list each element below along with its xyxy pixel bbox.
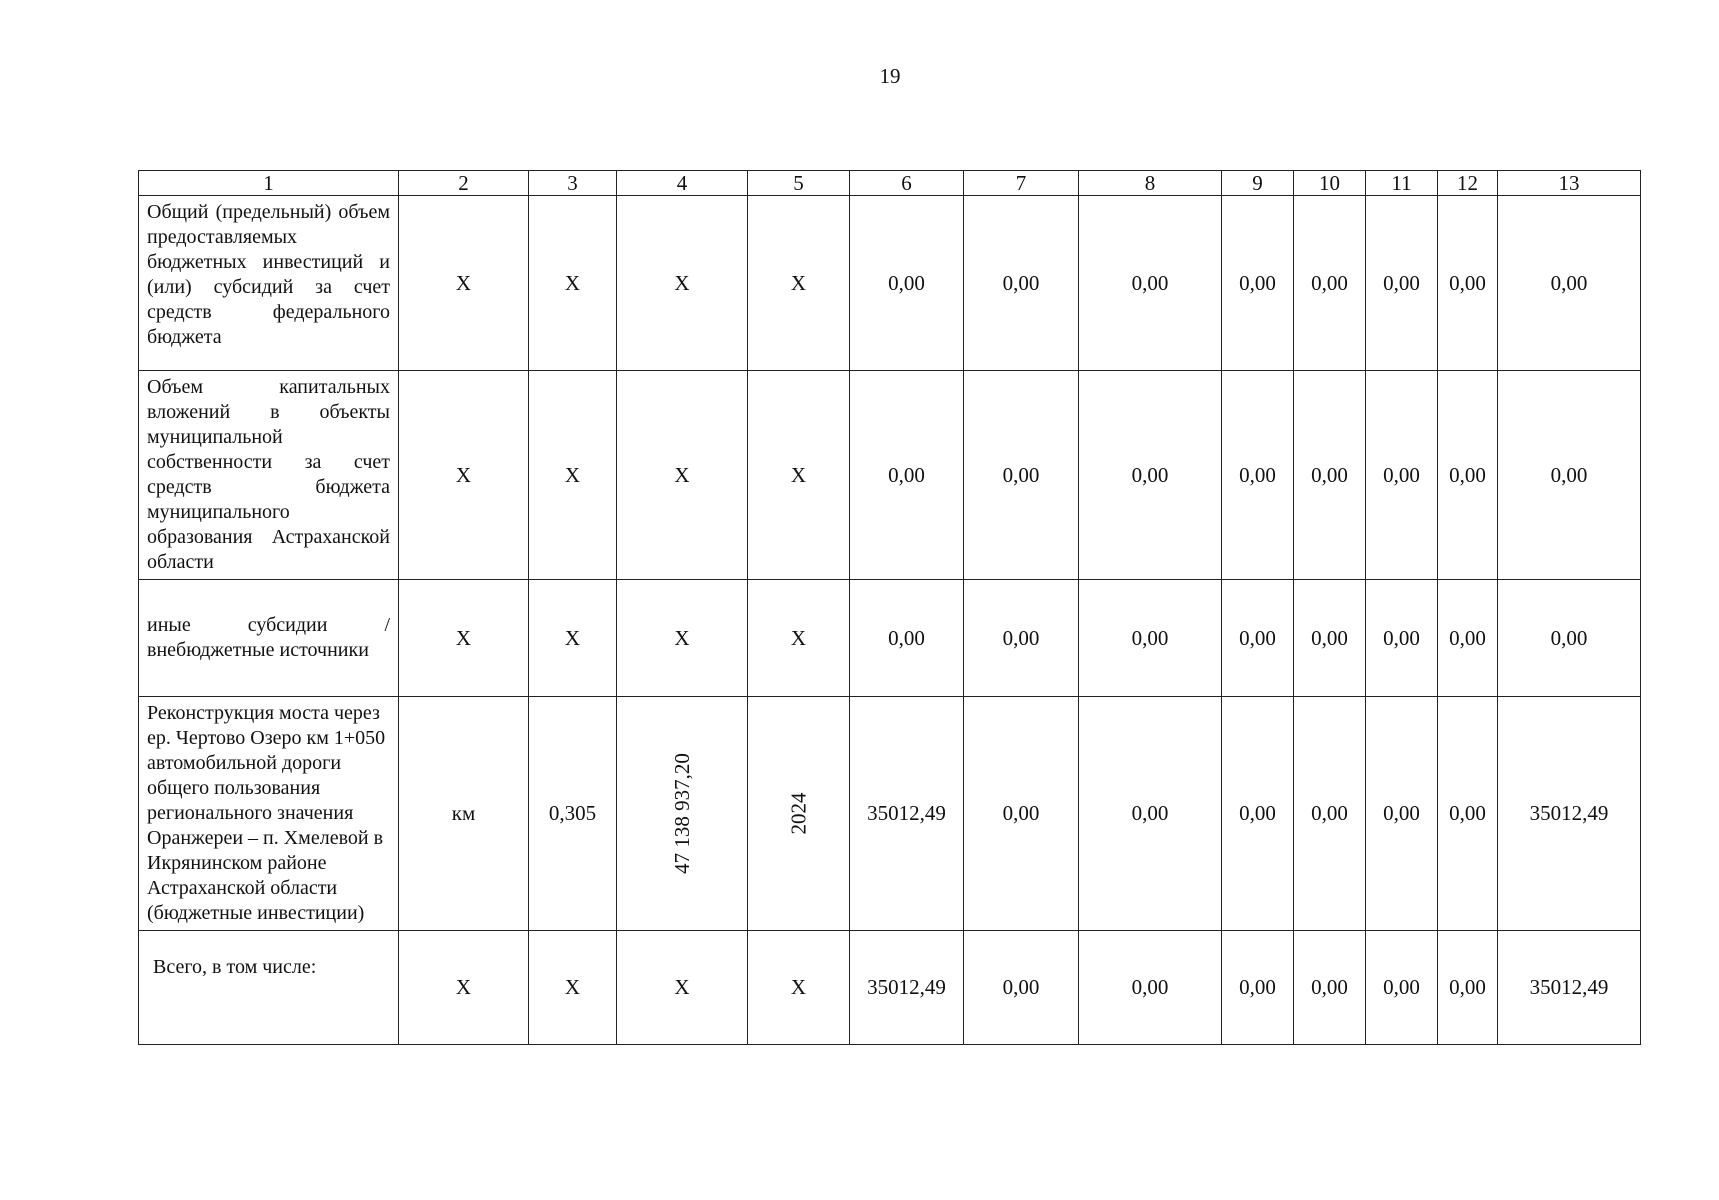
row-label	[139, 580, 399, 697]
table-cell: 0,00	[1366, 371, 1438, 580]
table-cell: Х	[748, 580, 850, 697]
table-cell: 0,305	[529, 697, 617, 931]
rotated-value: 47 138 937,20	[669, 753, 694, 874]
table-cell: 0,00	[964, 931, 1079, 1045]
column-header: 5	[748, 171, 850, 196]
table-cell: 0,00	[1366, 580, 1438, 697]
table-cell: Х	[748, 196, 850, 371]
column-header: 13	[1498, 171, 1641, 196]
column-header: 3	[529, 171, 617, 196]
table-cell: км	[399, 697, 529, 931]
table-cell: 0,00	[1294, 580, 1366, 697]
table-cell: 0,00	[1438, 371, 1498, 580]
table-cell: 0,00	[1222, 697, 1294, 931]
table-cell: Х	[399, 580, 529, 697]
row-label	[139, 371, 399, 580]
row-label-text: Объем капитальных вложений в объекты муниципальной собственности за счет средств бюджета муниципального образования Астраханской области	[147, 376, 390, 573]
table-row	[139, 931, 1641, 1045]
table-cell: Х	[617, 580, 748, 697]
rotated-value: 2024	[786, 792, 810, 835]
table-cell: 0,00	[1294, 371, 1366, 580]
table-cell: 35012,49	[850, 931, 964, 1045]
table-cell: 0,00	[1366, 697, 1438, 931]
table-cell: 0,00	[1498, 580, 1641, 697]
table-cell	[617, 697, 748, 931]
table-cell: 0,00	[1438, 697, 1498, 931]
row-label	[139, 931, 399, 1045]
table-cell: 35012,49	[1498, 697, 1641, 931]
column-header: 7	[964, 171, 1079, 196]
table-cell: 0,00	[1222, 196, 1294, 371]
table-cell: Х	[529, 196, 617, 371]
row-label-text: Реконструкция моста через ер. Чертово Озеро км 1+050 автомобильной дороги общего пользования регионального значения Оранжереи – п. Хмелевой в Икрянинском районе Астраханской области (бюджетные инвестиции)	[147, 702, 386, 924]
table-cell: 0,00	[964, 196, 1079, 371]
table-cell: Х	[529, 580, 617, 697]
table-cell: 0,00	[850, 580, 964, 697]
page-number: 19	[879, 64, 901, 88]
row-label-text: Всего, в том числе:	[153, 956, 317, 978]
table-cell: Х	[617, 931, 748, 1045]
table-cell: 0,00	[1438, 580, 1498, 697]
column-header: 2	[399, 171, 529, 196]
table-cell: 0,00	[1222, 371, 1294, 580]
table-cell: 0,00	[850, 371, 964, 580]
table-row	[139, 196, 1641, 371]
table-cell: 35012,49	[850, 697, 964, 931]
table-cell: 0,00	[1079, 697, 1222, 931]
table-cell: 0,00	[1366, 931, 1438, 1045]
row-label	[139, 196, 399, 371]
table-cell	[748, 697, 850, 931]
data-table	[138, 170, 1641, 1045]
table-cell: 0,00	[1079, 580, 1222, 697]
table-cell: 0,00	[1222, 931, 1294, 1045]
table-cell: 0,00	[964, 580, 1079, 697]
column-header: 12	[1438, 171, 1498, 196]
table-cell: 0,00	[1079, 931, 1222, 1045]
table-row	[139, 697, 1641, 931]
row-label	[139, 697, 399, 931]
table-cell: Х	[529, 371, 617, 580]
table-cell: 0,00	[1079, 196, 1222, 371]
table-cell: 35012,49	[1498, 931, 1641, 1045]
table-cell: 0,00	[1498, 196, 1641, 371]
table-cell: Х	[748, 931, 850, 1045]
table-cell: 0,00	[1222, 580, 1294, 697]
row-label-text: иные субсидии / внебюджетные источники	[147, 614, 390, 661]
column-header: 6	[850, 171, 964, 196]
table-cell: Х	[617, 196, 748, 371]
column-header: 1	[139, 171, 399, 196]
table-cell: Х	[399, 196, 529, 371]
table-cell: 0,00	[1294, 196, 1366, 371]
table-cell: Х	[399, 371, 529, 580]
table-cell: Х	[748, 371, 850, 580]
column-header: 11	[1366, 171, 1438, 196]
table-cell: Х	[399, 931, 529, 1045]
column-header: 4	[617, 171, 748, 196]
column-header: 10	[1294, 171, 1366, 196]
table-cell: 0,00	[964, 697, 1079, 931]
header-row	[139, 171, 1641, 196]
column-header: 9	[1222, 171, 1294, 196]
table-row	[139, 580, 1641, 697]
table-cell: 0,00	[1438, 196, 1498, 371]
table-cell: 0,00	[1366, 196, 1438, 371]
table-cell: Х	[617, 371, 748, 580]
table-cell: 0,00	[1498, 371, 1641, 580]
table-cell: 0,00	[1294, 931, 1366, 1045]
table-cell: Х	[529, 931, 617, 1045]
table-cell: 0,00	[1079, 371, 1222, 580]
table-cell: 0,00	[964, 371, 1079, 580]
table-cell: 0,00	[1294, 697, 1366, 931]
table-cell: 0,00	[850, 196, 964, 371]
column-header: 8	[1079, 171, 1222, 196]
row-label-text: Общий (предельный) объем предоставляемых бюджетных инвестиций и (или) субсидий за счет средств федерального бюджета	[147, 201, 390, 348]
table-cell: 0,00	[1438, 931, 1498, 1045]
table-row	[139, 371, 1641, 580]
